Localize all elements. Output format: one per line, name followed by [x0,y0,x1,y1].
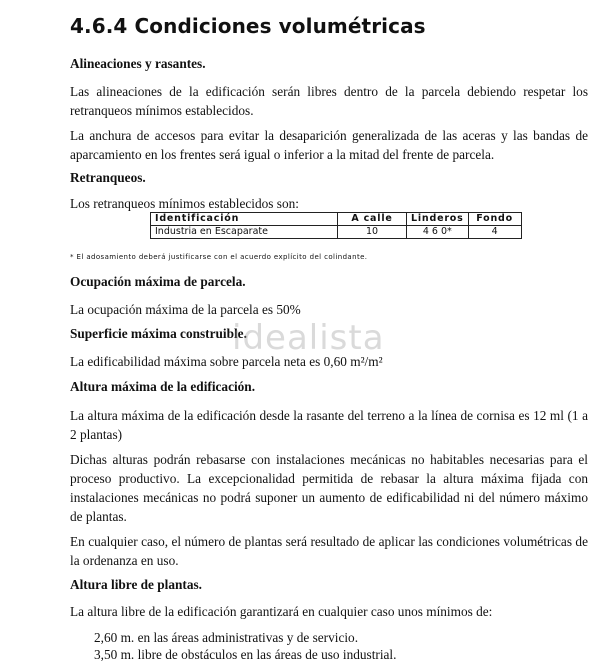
table-header: Identificación [151,213,338,226]
table-header: Fondo [468,213,521,226]
paragraph-plantas: En cualquier caso, el número de plantas será resultado de aplicar las condiciones volumétricas de la ordenanza en uso. [70,534,588,568]
retranqueos-table [150,212,522,239]
paragraph-alineaciones: Las alineaciones de la edificación serán libres dentro de la parcela debiendo respetar los retranqueos mínimos establecidos. [70,84,588,118]
paragraph-superficie: La edificabilidad máxima sobre parcela neta es 0,60 m²/m² [70,354,383,369]
section-title: 4.6.4 Condiciones volumétricas [70,14,426,38]
paragraph-retranqueos: Los retranqueos mínimos establecidos son: [70,196,299,211]
paragraph-rebasar: Dichas alturas podrán rebasarse con instalaciones mecánicas no habitables necesarias para el proceso productivo. La excepcionalidad permitida de rebasar la altura máxima fijada con instalaciones mecánicas no podrá suponer un aumento de edificabilidad ni del número máximo de plantas. [70,452,588,524]
table-cell: Industria en Escaparate [151,226,338,239]
heading-altura-maxima: Altura máxima de la edificación. [70,379,256,394]
table-cell: 4 [468,226,521,239]
table-header-row [151,213,522,226]
list-item: 3,50 m. libre de obstáculos en las áreas de uso industrial. [94,647,397,662]
table-cell: 4 6 0* [407,226,469,239]
paragraph-altura-libre: La altura libre de la edificación garantizará en cualquier caso unos mínimos de: [70,604,493,619]
list-item: 2,60 m. en las áreas administrativas y de servicio. [94,630,359,645]
heading-altura-libre: Altura libre de plantas. [70,577,202,592]
table-footnote: * El adosamiento deberá justificarse con el acuerdo explícito del colindante. [70,253,368,261]
table-cell: 10 [338,226,407,239]
heading-alineaciones: Alineaciones y rasantes. [70,56,206,71]
table-row [151,226,522,239]
paragraph-altura-maxima: La altura máxima de la edificación desde la rasante del terreno a la línea de cornisa es 12 ml (1 a 2 plantas) [70,408,588,442]
table-header: A calle [338,213,407,226]
heading-superficie: Superficie máxima construible. [70,326,247,341]
paragraph-ocupacion: La ocupación máxima de la parcela es 50% [70,302,301,317]
heading-ocupacion: Ocupación máxima de parcela. [70,274,246,289]
table-header: Linderos [407,213,469,226]
watermark-logo: idealista [232,318,385,358]
heading-retranqueos: Retranqueos. [70,170,146,185]
paragraph-accesos: La anchura de accesos para evitar la desaparición generalizada de las aceras y las bandas de aparcamiento en los frentes será igual o inferior a la mitad del frente de parcela. [70,128,588,162]
